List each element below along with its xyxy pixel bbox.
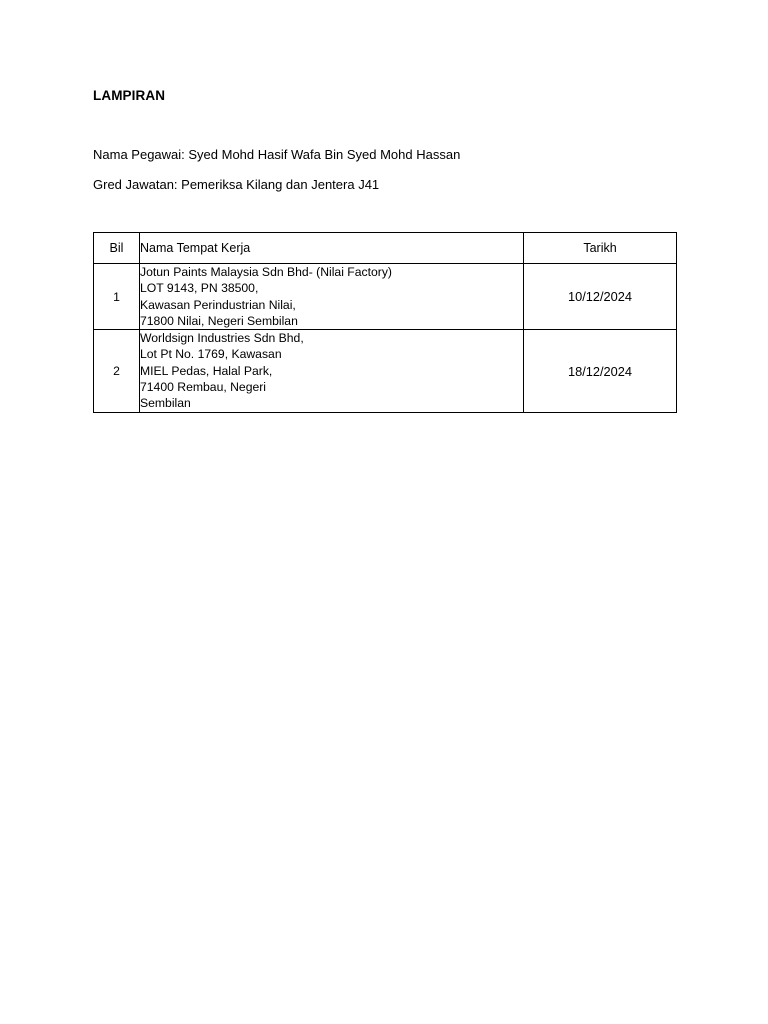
visit-date: 18/12/2024 — [524, 330, 677, 413]
address-line: Sembilan — [140, 396, 191, 411]
header-workplace-name: Nama Tempat Kerja — [140, 233, 524, 264]
row-number: 1 — [94, 264, 140, 330]
workplace-table — [93, 232, 677, 413]
workplace-address — [140, 330, 524, 413]
address-line: 71800 Nilai, Negeri Sembilan — [140, 313, 298, 328]
visit-date: 10/12/2024 — [524, 264, 677, 330]
row-number: 2 — [94, 330, 140, 413]
address-line: Kawasan Perindustrian Nilai, — [140, 297, 296, 312]
address-line: Worldsign Industries Sdn Bhd, — [140, 331, 304, 346]
address-line: 71400 Rembau, Negeri — [140, 380, 267, 395]
job-grade-line: Gred Jawatan: Pemeriksa Kilang dan Jentera J41 — [93, 177, 380, 192]
address-line: Jotun Paints Malaysia Sdn Bhd- (Nilai Factory) — [140, 265, 392, 279]
table-row — [94, 264, 677, 330]
table-row — [94, 330, 677, 413]
header-date: Tarikh — [524, 233, 677, 264]
address-line: LOT 9143, PN 38500, — [140, 281, 259, 296]
document-title: LAMPIRAN — [93, 88, 166, 103]
header-bil: Bil — [94, 233, 140, 264]
address-line: MIEL Pedas, Halal Park, — [140, 363, 273, 378]
table-header-row — [94, 233, 677, 264]
address-line: Lot Pt No. 1769, Kawasan — [140, 347, 282, 362]
workplace-address — [140, 264, 524, 330]
employee-name-line: Nama Pegawai: Syed Mohd Hasif Wafa Bin Syed Mohd Hassan — [93, 147, 461, 162]
